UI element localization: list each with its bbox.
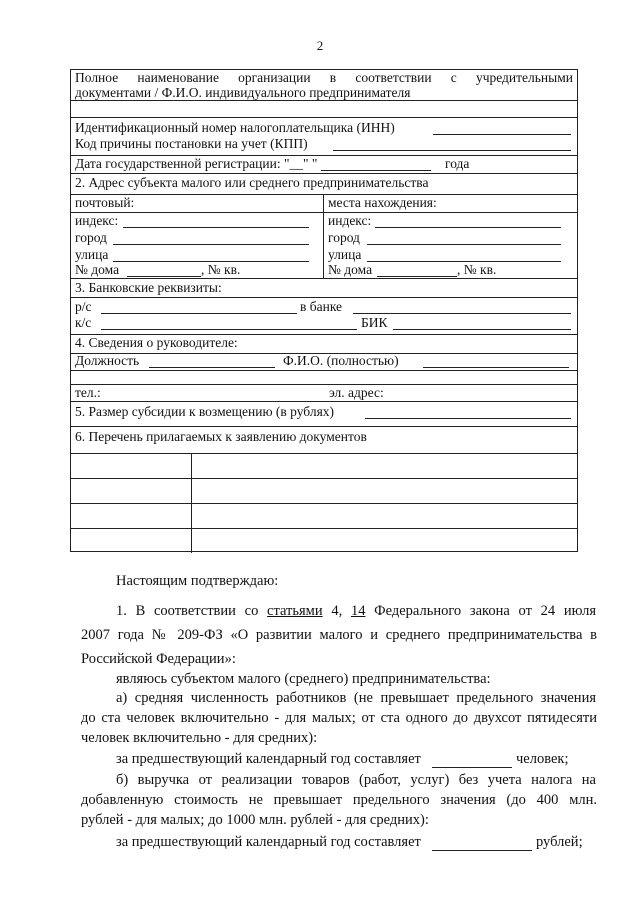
location-apt-label: , № кв. bbox=[457, 262, 497, 277]
paragraph-b-line1: б) выручка от реализации товаров (работ, услуг) без учета налога на bbox=[116, 772, 596, 788]
section6-title: 6. Перечень прилагаемых к заявлению документов bbox=[75, 429, 367, 444]
location-city-field[interactable] bbox=[367, 244, 561, 245]
row-divider bbox=[71, 503, 577, 504]
paragraph-a-line2: до ста человек включительно - для малых; от ста одного до двухсот пятидесяти bbox=[81, 710, 597, 726]
reg-date-month-field[interactable] bbox=[321, 170, 431, 171]
section4-title: 4. Сведения о руководителе: bbox=[75, 335, 238, 350]
location-city-label: город bbox=[328, 230, 360, 245]
page-number: 2 bbox=[316, 38, 324, 53]
bik-field[interactable] bbox=[393, 329, 571, 330]
reg-date-label: Дата государственной регистрации: "__" " bbox=[75, 156, 318, 171]
inn-label: Идентификационный номер налогоплательщика (ИНН) bbox=[75, 120, 395, 135]
bik-label: БИК bbox=[361, 315, 388, 330]
paragraph-1-line1 bbox=[116, 602, 596, 621]
location-street-label: улица bbox=[328, 247, 362, 262]
position-label: Должность bbox=[75, 353, 140, 368]
bank-label: в банке bbox=[300, 299, 343, 314]
row-divider bbox=[71, 384, 577, 385]
paragraph-b-line3: рублей - для малых; до 1000 млн. рублей - для средних): bbox=[81, 812, 429, 828]
article-14-link[interactable]: 14 bbox=[350, 603, 366, 619]
postal-city-field[interactable] bbox=[113, 244, 309, 245]
row-divider bbox=[71, 453, 577, 454]
row-divider bbox=[71, 528, 577, 529]
bank-field[interactable] bbox=[353, 313, 571, 314]
paragraph-b-line2: добавленную стоимость не превышает предельного значения (до 400 млн. bbox=[81, 792, 597, 808]
row-divider bbox=[71, 278, 577, 279]
row-divider bbox=[71, 117, 577, 118]
subsidy-amount-field[interactable] bbox=[365, 418, 571, 419]
revenue-unit: рублей; bbox=[536, 834, 583, 850]
row-divider bbox=[71, 297, 577, 298]
workers-count-field[interactable] bbox=[432, 767, 512, 768]
kpp-label: Код причины постановки на учет (КПП) bbox=[75, 136, 308, 151]
prev-year-revenue-label: за предшествующий календарный год составляет bbox=[116, 834, 421, 850]
paragraph-a-line1: а) средняя численность работников (не превышает предельного значения bbox=[116, 690, 596, 706]
postal-street-label: улица bbox=[75, 247, 109, 262]
paragraph-1-line2: 2007 года № 209-ФЗ «О развитии малого и среднего предпринимательства в bbox=[81, 627, 597, 643]
row-divider bbox=[71, 478, 577, 479]
row-divider bbox=[71, 194, 577, 195]
postal-index-field[interactable] bbox=[123, 227, 309, 228]
email-label: эл. адрес: bbox=[329, 385, 384, 400]
postal-house-label: № дома bbox=[75, 262, 120, 277]
address-column-divider bbox=[323, 194, 324, 278]
postal-index-label: индекс: bbox=[75, 213, 119, 228]
reg-date-year-label: года bbox=[445, 156, 470, 171]
inn-field[interactable] bbox=[433, 134, 571, 135]
location-house-label: № дома bbox=[328, 262, 373, 277]
org-name-label-line2: документами / Ф.И.О. индивидуального предпринимателя bbox=[75, 85, 411, 100]
row-divider bbox=[71, 173, 577, 174]
location-index-label: индекс: bbox=[328, 213, 372, 228]
postal-apt-label: , № кв. bbox=[201, 262, 241, 277]
fio-label: Ф.И.О. (полностью) bbox=[283, 353, 399, 368]
articles-link[interactable]: статьями bbox=[267, 603, 323, 619]
postal-city-label: город bbox=[75, 230, 107, 245]
paragraph-1-text: Федерального закона от 24 июля bbox=[374, 603, 596, 619]
kpp-field[interactable] bbox=[333, 150, 571, 151]
ks-field[interactable] bbox=[101, 329, 357, 330]
confirm-heading: Настоящим подтверждаю: bbox=[116, 573, 279, 589]
position-field[interactable] bbox=[149, 367, 275, 368]
paragraph-1-text: 4, bbox=[331, 603, 343, 619]
phone-label: тел.: bbox=[75, 385, 101, 400]
paragraph-2: являюсь субъектом малого (среднего) предпринимательства: bbox=[116, 671, 491, 687]
application-form-table bbox=[70, 69, 578, 552]
rs-field[interactable] bbox=[101, 313, 297, 314]
section5-title: 5. Размер субсидии к возмещению (в рублях) bbox=[75, 404, 335, 419]
documents-column-divider bbox=[191, 453, 192, 553]
row-divider bbox=[71, 370, 577, 371]
location-house-field[interactable] bbox=[377, 276, 457, 277]
workers-unit: человек; bbox=[516, 751, 569, 767]
paragraph-a-line3: человек включительно - для средних): bbox=[81, 730, 318, 746]
section3-title: 3. Банковские реквизиты: bbox=[75, 280, 222, 295]
postal-house-field[interactable] bbox=[127, 276, 201, 277]
prev-year-workers-label: за предшествующий календарный год составляет bbox=[116, 751, 421, 767]
location-address-header: места нахождения: bbox=[328, 195, 437, 210]
paragraph-1-line3: Российской Федерации»: bbox=[81, 651, 236, 667]
postal-address-header: почтовый: bbox=[75, 195, 135, 210]
paragraph-1-text: 1. В соответствии со bbox=[116, 603, 259, 619]
org-name-label-line1: Полное наименование организации в соответствии с учредительными bbox=[75, 70, 573, 85]
row-divider bbox=[71, 401, 577, 402]
revenue-amount-field[interactable] bbox=[432, 850, 532, 851]
ks-label: к/с bbox=[75, 315, 92, 330]
rs-label: р/с bbox=[75, 299, 92, 314]
row-divider bbox=[71, 426, 577, 427]
fio-field[interactable] bbox=[423, 367, 569, 368]
location-index-field[interactable] bbox=[375, 227, 561, 228]
section2-title: 2. Адрес субъекта малого или среднего предпринимательства bbox=[75, 175, 429, 190]
